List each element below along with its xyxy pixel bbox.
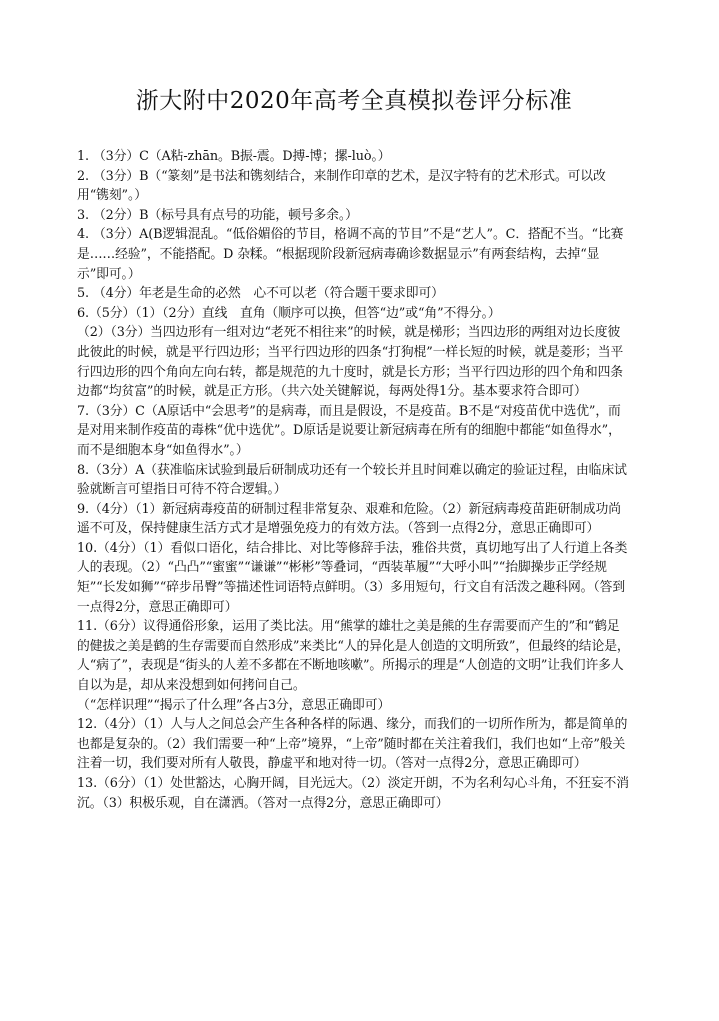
answer-3: 3. （2分）B（标号具有点号的功能，顿号多余。） [77,207,358,223]
answer-5: 5. （4分）年老是生命的必然 心不可以老（符合题干要求即可） [77,286,444,302]
answer-6-part-2: （2）（3分）当四边形有一组对边“老死不相往来”的时候，就是梯形；当四边形的两组对边长度彼此彼此的时候，就是平行四边形；当平行四边形的四条“打狗棍”一样长短的时候，就是菱形；当平行四边形的四个角向左向右转，都是规范的九十度时，就是长方形；当平行四边形的四个角和四条边都“均贫富”的时候，就是正方形。（共六处关键解说，每两处得1分。基本要求符合即可） [77,325,624,400]
answer-10: 10.（4分）（1）看似口语化，结合排比、对比等修辞手法，雅俗共赏，真切地写出了人行道上各类人的表现。（2）“凸凸”“蜜蜜”“谦谦”“彬彬”等叠词，“西装革履”“大呼小叫”“抬脚操步正学经规矩”“长发如狮”“碎步吊臀”等描述性词语特点鲜明。（3）多用短句，行文自有活泼之趣科网。（答到一点得2分，意思正确即可） [77,540,628,615]
document-title: 浙大附中2020年高考全真模拟卷评分标准 [135,88,573,114]
answer-7: 7.（3分）C（A原话中“会思考”的是病毒，而且是假设，不是疫苗。B不是“对疫苗优中选优”，而是对用来制作疫苗的毒株“优中选优”。D原话是说要让新冠病毒在所有的细胞中都能“如鱼得水”，而不是细胞本身“如鱼得水”。） [77,403,621,458]
answer-11: 11.（6分）议得通俗形象，运用了类比法。用“熊掌的雄壮之美是熊的生存需要而产生的”和“鹤足的健拔之美是鹤的生存需要而自然形成”来类比“人的异化是人创造的文明所致”，但最终的结论是，人“病了”，表现是“街头的人差不多都在不断地咳嗽”。所揭示的理是“人创造的文明”让我们许多人自以为是，却从来没想到如何拷问自己。 [77,619,630,694]
answer-key-body [77,147,631,813]
answer-6-part-1: 6.（5分）（1）（2分）直线 直角（顺序可以换，但答“边”或“角”不得分。） [77,305,501,321]
answer-11-scoring-note: （“怎样识理”“揭示了什么理”各占3分，意思正确即可） [77,697,391,713]
answer-8: 8.（3分）A（获准临床试验到最后研制成功还有一个较长并且时间难以确定的验证过程，由临床试验就断言可望指日可待不符合逻辑。） [77,462,627,498]
answer-2: 2. （3分）B（“篆刻”是书法和镌刻结合，来制作印章的艺术，是汉字特有的艺术形式。可以改用“镌刻”。） [77,168,606,204]
answer-12: 12.（4分）（1）人与人之间总会产生各种各样的际遇、缘分，而我们的一切所作所为，都是简单的也都是复杂的。（2）我们需要一种“上帝”境界，“上帝”随时都在关注着我们，我们也如“上帝”般关注着一切，我们要对所有人敬畏，静虚平和地对待一切。（答对一点得2分，意思正确即可） [77,717,628,772]
answer-9: 9.（4分）（1）新冠病毒疫苗的研制过程非常复杂、艰难和危险。（2）新冠病毒疫苗距研制成功尚遥不可及，保持健康生活方式才是增强免疫力的有效方法。（答到一点得2分，意思正确即可） [77,501,621,537]
answer-1: 1. （3分）C（A粘-zhān。B振-震。D搏-博；摞-luò。） [77,149,391,164]
answer-13: 13.（6分）（1）处世豁达，心胸开阔，目光远大。（2）淡定开朗，不为名利勾心斗角，不狂妄不消沉。（3）积极乐观，自在潇洒。（答对一点得2分，意思正确即可） [77,776,629,811]
answer-4: 4. （3分）A(B逻辑混乱。“低俗媚俗的节目，格调不高的节目”不是“艺人”。C．搭配不当。“比赛是……经验”，不能搭配。D 杂糅。“根据现阶段新冠病毒确诊数据显示”有两套结构，去掉“显示”即可。） [77,227,624,282]
